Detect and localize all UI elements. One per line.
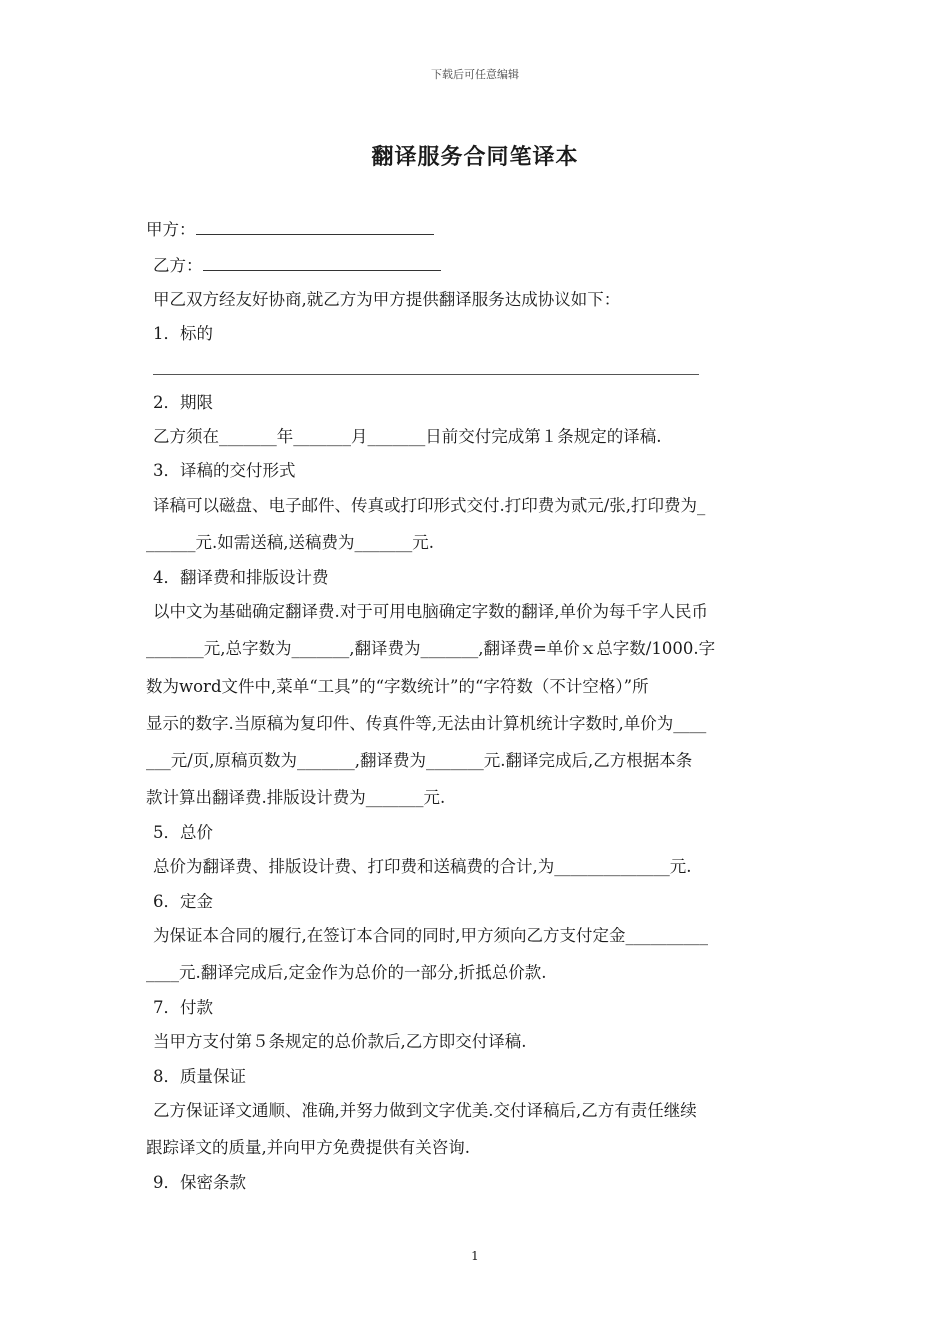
section-3-heading: 3．译稿的交付形式 (153, 461, 296, 480)
section-4-line-2: _______元,总字数为_______,翻译费为_______,翻译费=单价ｘ总字数/1000.字 (146, 639, 716, 658)
section-8-line-2: 跟踪译文的质量,并向甲方免费提供有关咨询. (146, 1138, 470, 1157)
party-a-line (146, 220, 811, 240)
section-3-line-1: 译稿可以磁盘、电子邮件、传真或打印形式交付.打印费为贰元/张,打印费为_ (153, 496, 706, 515)
section-2-text: 乙方须在_______年_______月_______日前交付完成第１条规定的译稿. (153, 427, 662, 446)
section-4-line-6: 款计算出翻译费.排版设计费为_______元. (146, 788, 446, 807)
party-b-line (153, 256, 818, 276)
party-a-blank (196, 220, 434, 235)
header-note: 下载后可任意编辑 (431, 68, 519, 81)
section-4-line-5: ___元/页,原稿页数为_______,翻译费为_______元.翻译完成后,乙方根据本条 (146, 751, 693, 770)
section-1-heading: 1．标的 (153, 324, 213, 343)
section-4-line-3: 数为word文件中,菜单“工具”的“字数统计”的“字符数（不计空格）”所 (146, 677, 649, 696)
section-9-heading: 9．保密条款 (153, 1173, 246, 1192)
section-8-line-1: 乙方保证译文通顺、准确,并努力做到文字优美.交付译稿后,乙方有责任继续 (153, 1101, 697, 1120)
section-7-text: 当甲方支付第５条规定的总价款后,乙方即交付译稿. (153, 1032, 527, 1051)
section-6-line-2: ____元.翻译完成后,定金作为总价的一部分,折抵总价款. (146, 963, 547, 982)
section-7-heading: 7．付款 (153, 998, 213, 1017)
section-5-heading: 5．总价 (153, 823, 213, 842)
section-5-text: 总价为翻译费、排版设计费、打印费和送稿费的合计,为______________元. (153, 857, 692, 876)
section-6-line-1: 为保证本合同的履行,在签订本合同的同时,甲方须向乙方支付定金__________ (153, 926, 708, 945)
page-number: 1 (471, 1249, 479, 1263)
section-4-line-4: 显示的数字.当原稿为复印件、传真件等,无法由计算机统计字数时,单价为____ (146, 714, 707, 733)
section-4-heading: 4．翻译费和排版设计费 (153, 568, 329, 587)
section-2-heading: 2．期限 (153, 393, 213, 412)
section-6-heading: 6．定金 (153, 892, 213, 911)
section-3-line-2: ______元.如需送稿,送稿费为_______元. (146, 533, 434, 552)
section-4-line-1: 以中文为基础确定翻译费.对于可用电脑确定字数的翻译,单价为每千字人民币 (153, 602, 708, 621)
party-b-label: 乙方： (153, 256, 203, 275)
intro-text: 甲乙双方经友好协商,就乙方为甲方提供翻译服务达成协议如下： (153, 290, 621, 309)
party-a-label: 甲方： (146, 220, 196, 239)
section-8-heading: 8．质量保证 (153, 1067, 246, 1086)
subject-blank-line (153, 374, 699, 375)
document-title: 翻译服务合同笔译本 (371, 144, 579, 170)
party-b-blank (203, 256, 441, 271)
